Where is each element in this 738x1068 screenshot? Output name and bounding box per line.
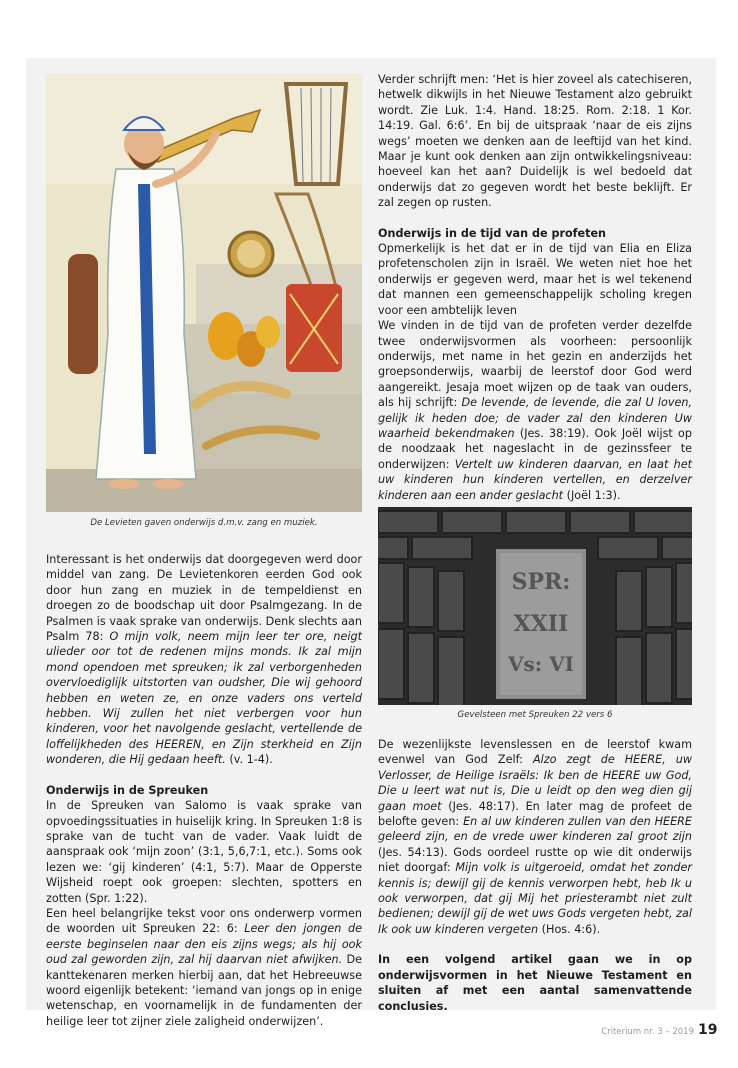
quote-span: Vertelt uw kinderen daarvan, en laat het uw kinderen hun kinderen vertellen, en derzelver kinderen aan een ander geslacht (378, 457, 692, 502)
paragraph (46, 906, 362, 1029)
text-span: (Jes. 54:13). Gods oordeel rustte op wie dit onderwijs niet doorgaf: (378, 845, 692, 875)
paragraph: Opmerkelijk is het dat er in de tijd van Elia en Eliza profetenscholen zijn in Israël. We weten niet hoe het onderwijs er gegeven werd, maar het is wel tekenend dat mannen een gemeenschappelijk scholing kregen voor een ambtelijk leven (378, 242, 692, 317)
text-span: (Jes. 38:19). Ook Joël wijst op de noodzaak het nageslacht in de gezinssfeer te onderwijzen: (378, 426, 692, 471)
stone-line-2: XXII (513, 611, 569, 637)
stone-line-1: SPR: (511, 569, 571, 595)
text-span: (Hos. 4:6). (538, 922, 601, 936)
quote-span: Leer den jongen de eerste beginselen naar den eis zijns wegs; als hij ook oud zal geworden zijn, zal hij daarvan niet afwijken. (46, 922, 362, 967)
left-column (46, 552, 362, 1029)
section-heading-spreuken: Onderwijs in de Spreuken (46, 783, 209, 797)
page-number: 19 (698, 1022, 718, 1038)
paragraph: In de Spreuken van Salomo is vaak sprake van opvoedingssituaties in huiselijk kring. In Spreuken 1:8 is sprake van de tucht van de vader. Vaak luidt de aanspraak ook ‘mijn zoon’ (3:1, 5,6,7:1, etc.). Soms ook lezen we: ‘gij kinderen’ (4:1, 5:7). Maar de Opperste Wijsheid roept ook groepen: slechten, spotters en zotten (Spr. 1:22). (46, 799, 362, 905)
text-span: (Jes. 48:17). En later mag de profeet de belofte geven: (378, 799, 692, 829)
quote-span: Mijn volk is uitgeroeid, omdat het zonder kennis is; dewijl gij de kennis verworpen hebt, heb Ik u ook verworpen, dat gij Mij het priesterambt niet zult bedienen; dewijl gij de wet uws Gods vergeten hebt, zal Ik ook uw kinderen vergeten (378, 861, 692, 936)
paragraph: Verder schrijft men: ‘Het is hier zoveel als catechiseren, hetwelk dikwijls in het Nieuwe Testament alzo gebruikt wordt. Zie Luk. 1:4. Hand. 18:25. Rom. 2:18. 1 Kor. 14:19. Gal. 6:6’. En bij de uitspraak ‘naar de eis zijns wegs’ moeten we denken aan de leeftijd van het kind. Maar je kunt ook denken aan zijn ontwikkelingsniveau: hoeveel kan het aan? Duidelijk is wel bedoeld dat onderwijs dat zo gegeven wordt het beste beklijft. Er zal zegen op rusten. (378, 73, 692, 210)
gevelsteen-photo (378, 507, 692, 705)
right-column-top (378, 72, 692, 503)
text-span: Een heel belangrijke tekst voor ons onderwerp vormen de woorden uit Spreuken 22: 6: (46, 906, 362, 936)
text-span: We vinden in de tijd van de profeten verder dezelfde twee onderwijsvormen als voorheen: persoonlijk onderwijs, met name in het gezin en anderzijds het groepsonderwijs, waarbij de leerstof door God werd aangereikt. Jesaja moet wijzen op de taak van ouders, als hij schrijft: (378, 319, 692, 410)
paragraph (378, 737, 692, 937)
section-heading-profeten: Onderwijs in de tijd van de profeten (378, 226, 607, 240)
brick-wall-photo (378, 507, 692, 705)
text-span: (v. 1-4). (225, 753, 273, 767)
stone-line-3: Vs: VI (508, 652, 574, 676)
illustration-caption: De Levieten gaven onderwijs d.m.v. zang en muziek. (90, 518, 318, 528)
paragraph (378, 318, 692, 503)
closing-paragraph: In een volgend artikel gaan we in op onderwijsvormen in het Nieuwe Testament en sluiten af met een aantal samenvattende conclusies. (378, 953, 692, 1013)
levite-music-illustration (46, 74, 362, 512)
text-span: De kanttekenaren merken hierbij aan, dat het Hebreeuwse woord eigenlijk betekent: ‘iemand van jongs op in enige wetenschap, en voornamelijk in de fundamenten der heilige leer tot zijner ziele zaligheid onderwijzen’. (46, 953, 362, 1028)
text-span: Interessant is het onderwijs dat doorgegeven werd door middel van zang. De Levietenkoren eerden God ook door hun zang en muziek in de tempeldienst en droegen zo de boodschap uit door Psalmgezang. In de Psalmen is vaak sprake van onderwijs. Denk slechts aan Psalm 78: (46, 553, 362, 644)
right-column-bottom (378, 737, 692, 1014)
paragraph (46, 552, 362, 768)
quote-span: En al uw kinderen zullen van den HEERE geleerd zijn, en de vrede uwer kinderen zal groot zijn (378, 815, 692, 844)
illustration-drawing (46, 74, 362, 512)
quote-span: De levende, de levende, die zal U loven, gelijk ik heden doe; de vader zal den kinderen Uw waarheid bekendmaken (378, 396, 692, 440)
quote-span: O mijn volk, neem mijn leer ter ore, neigt ulieder oor tot de redenen mijns monds. Ik zal mijn mond opendoen met spreuken; ik zal verborgenheden overvloediglijk uitstorten van oudsher, Die wij gehoord hebben en weten ze, en onze vaders ons verteld hebben. Wij zullen het niet verbergen voor hun kinderen, voor het navolgende geslacht, vertellende de loffelijkheden des HEEREN, en Zijn sterkheid en Zijn wonderen, die Hij gedaan heeft. (46, 630, 363, 767)
quote-span: Alzo zegt de HEERE, uw Verlosser, de Heilige Israëls: Ik ben de HEERE uw God, Die u leert wat nut is, Die u leidt op den weg dien gij gaan moet (378, 753, 692, 813)
text-span: De wezenlijkste levenslessen en de leerstof kwam evenwel van God Zelf: (378, 738, 692, 767)
text-span: (Joël 1:3). (563, 488, 621, 502)
journal-footer: Criterium nr. 3 – 2019 (601, 1027, 694, 1037)
photo-caption: Gevelsteen met Spreuken 22 vers 6 (457, 710, 613, 720)
